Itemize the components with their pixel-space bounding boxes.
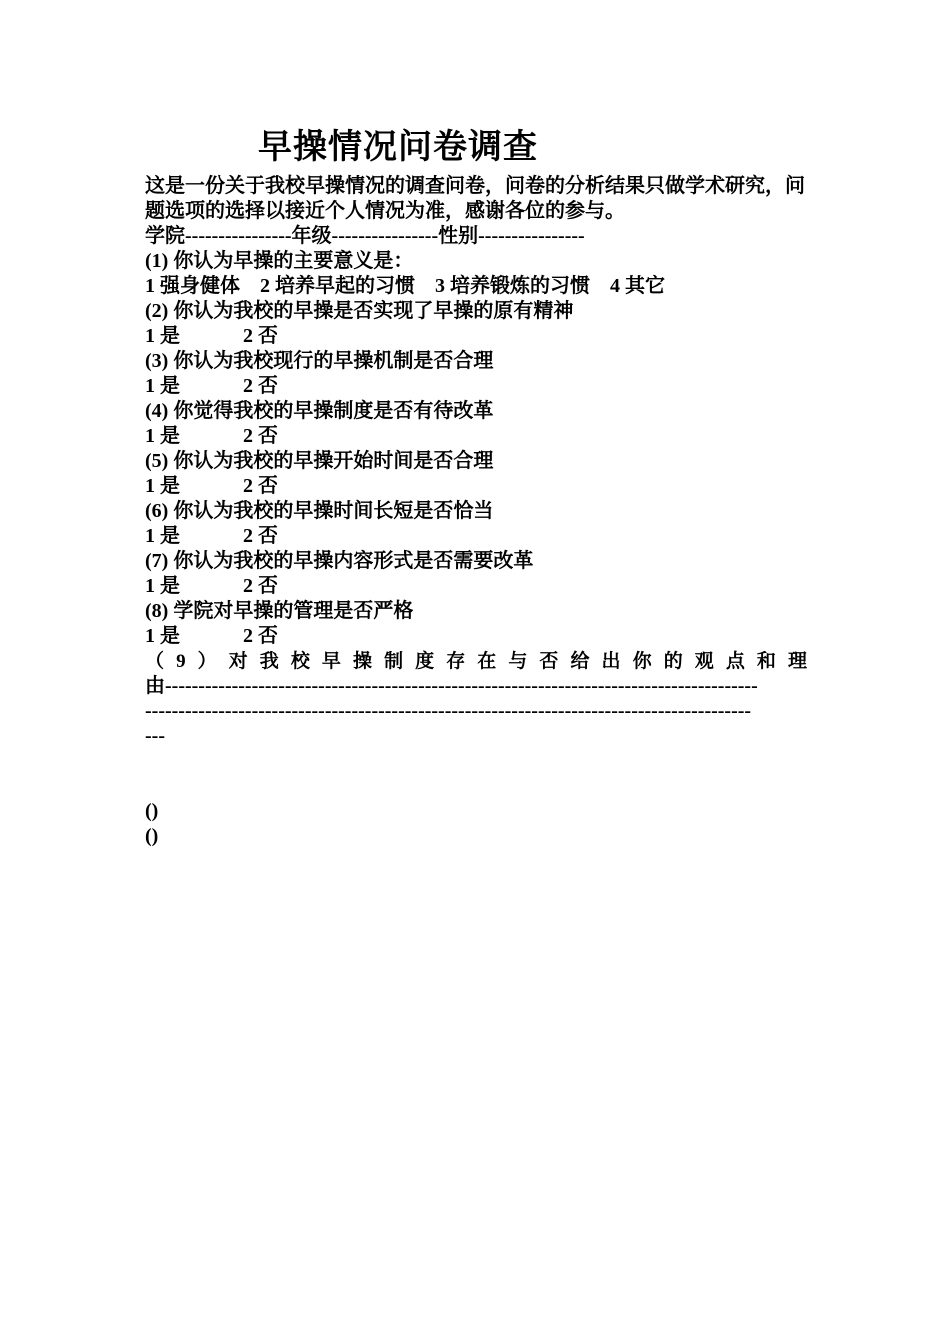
page-title: 早操情况问卷调查 [258,129,538,166]
question-7-answers [145,574,807,599]
answer-no: 2 否 [243,625,278,647]
question-1-options: 1 强身健体 2 培养早起的习惯 3 培养锻炼的习惯 4 其它 [145,275,665,297]
answer-no: 2 否 [243,475,278,497]
question-2: (2) 你认为我校的早操是否实现了早操的原有精神 [145,300,574,322]
answer-no: 2 否 [243,375,278,397]
question-4-answers [145,424,807,449]
question-8: (8) 学院对早操的管理是否严格 [145,600,414,622]
answer-no: 2 否 [243,525,278,547]
question-7: (7) 你认为我校的早操内容形式是否需要改革 [145,550,534,572]
question-6-answers [145,524,807,549]
question-9-answer-line-3: --- [145,725,165,747]
question-9-answer-line-2: ------------------------------------------------------------------------------------------- [145,700,752,722]
question-5: (5) 你认为我校的早操开始时间是否合理 [145,450,494,472]
question-5-answers [145,474,807,499]
answer-yes: 1 是 [145,425,180,447]
blank-space [145,749,807,799]
answer-no: 2 否 [243,325,278,347]
answer-no: 2 否 [243,425,278,447]
answer-yes: 1 是 [145,325,180,347]
intro-paragraph: 这是一份关于我校早操情况的调查问卷，问卷的分析结果只做学术研究，问题选项的选择以接近个人情况为准，感谢各位的参与。 [145,175,805,222]
answer-yes: 1 是 [145,525,180,547]
question-9: （9）对我校早操制度存在与否给出你的观点和理 [145,651,807,672]
question-3: (3) 你认为我校现行的早操机制是否合理 [145,350,494,372]
question-2-answers [145,324,807,349]
question-1: (1) 你认为早操的主要意义是： [145,250,414,272]
answer-yes: 1 是 [145,375,180,397]
questionnaire-body [145,174,807,849]
answer-yes: 1 是 [145,575,180,597]
question-6: (6) 你认为我校的早操时间长短是否恰当 [145,500,494,522]
answer-yes: 1 是 [145,625,180,647]
empty-parentheses-1: () [145,800,159,822]
question-8-answers [145,624,807,649]
question-4: (4) 你觉得我校的早操制度是否有待改革 [145,400,494,422]
info-line: 学院----------------年级----------------性别---------------- [145,225,585,247]
question-3-answers [145,374,807,399]
question-9-answer-line-1: 由----------------------------------------------------------------------------------------- [145,675,758,697]
answer-yes: 1 是 [145,475,180,497]
answer-no: 2 否 [243,575,278,597]
empty-parentheses-2: () [145,825,159,847]
